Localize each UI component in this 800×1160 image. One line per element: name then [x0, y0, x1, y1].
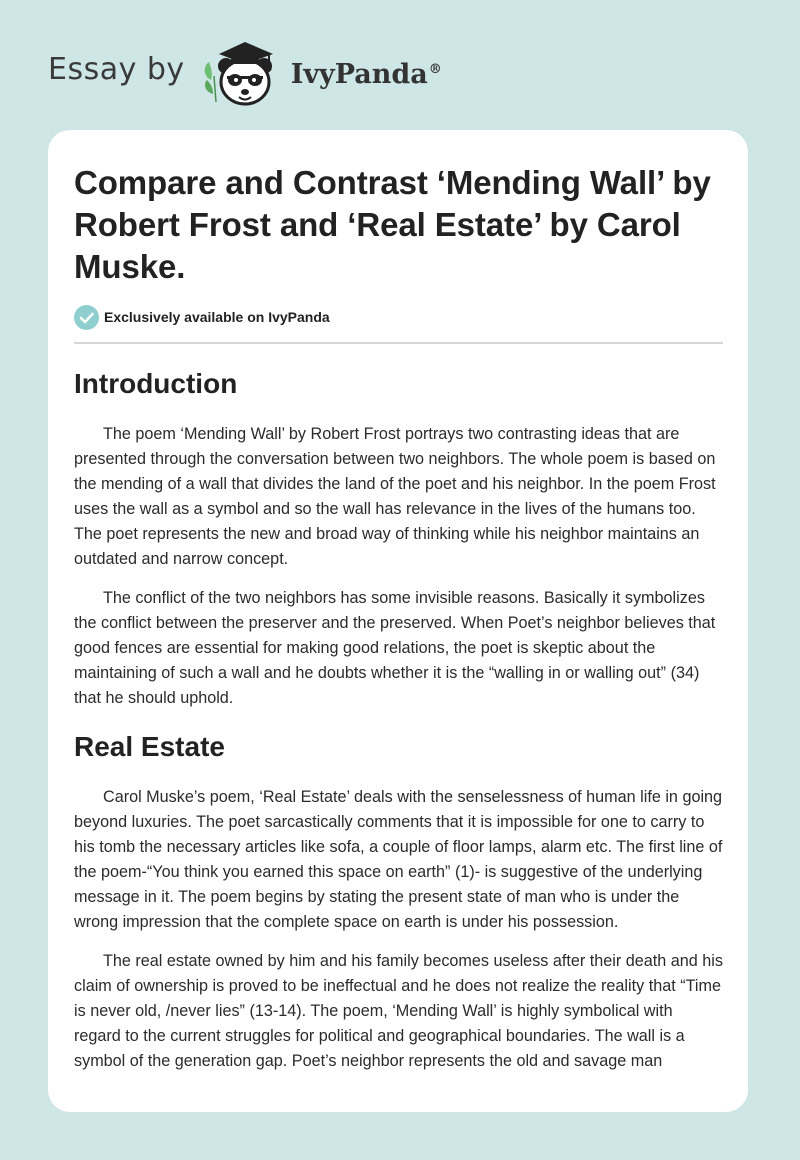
brand-logo[interactable]: [48, 36, 442, 108]
check-circle-icon: [74, 305, 99, 330]
paragraph: The real estate owned by him and his family becomes useless after their death and his claim of ownership is proved to be ineffectual and he does not realize the reality that “Time is never old, /never lies” (13-14). The poem, ‘Mending Wall’ is highly symbolical with regard to the current struggles for political and geographical boundaries. The wall is a symbol of the generation gap. Poet’s neighbor represents the old and savage man: [74, 952, 723, 1070]
essay-title: Compare and Contrast ‘Mending Wall’ by Robert Frost and ‘Real Estate’ by Carol Muske.: [74, 164, 711, 285]
section-heading-real-estate: Real Estate: [74, 731, 225, 762]
exclusive-badge-text: Exclusively available on IvyPanda: [104, 309, 330, 325]
divider: [74, 342, 723, 344]
paragraph: The conflict of the two neighbors has some invisible reasons. Basically it symbolizes the conflict between the preserver and the preserved. When Poet’s neighbor believes that good fences are essential for making good relations, the poet is skeptic about the maintaining of such a wall and he doubts whether it is the “walling in or walling out” (34) that he should uphold.: [74, 589, 716, 707]
registered-mark: ®: [428, 61, 442, 77]
paragraph: Carol Muske’s poem, ‘Real Estate’ deals with the senselessness of human life in going beyond luxuries. The poet sarcastically comments that it is impossible for one to carry to his tomb the necessary articles like sofa, a couple of floor lamps, alarm etc. The first line of the poem-“You think you earned this space on earth” (1)- is suggestive of the underlying message in it. The poem begins by stating the present state of man who is under the wrong impression that the complete space on earth is under his possession.: [74, 788, 723, 931]
essay-content: [74, 162, 723, 1074]
essay-card: [48, 130, 748, 1112]
brand-prefix: Essay by: [48, 51, 185, 87]
paragraph: The poem ‘Mending Wall’ by Robert Frost portrays two contrasting ideas that are presented through the conversation between two neighbors. The whole poem is based on the mending of a wall that divides the land of the poet and his neighbor. In the poem Frost uses the wall as a symbol and so the wall has relevance in the lives of the humans too. The poet represents the new and broad way of thinking while his neighbor maintains an outdated and narrow concept.: [74, 425, 716, 568]
exclusive-badge: [74, 304, 723, 330]
brand-name: IvyPanda®: [290, 58, 442, 90]
panda-logo-icon: [199, 36, 285, 108]
section-heading-introduction: Introduction: [74, 368, 238, 399]
